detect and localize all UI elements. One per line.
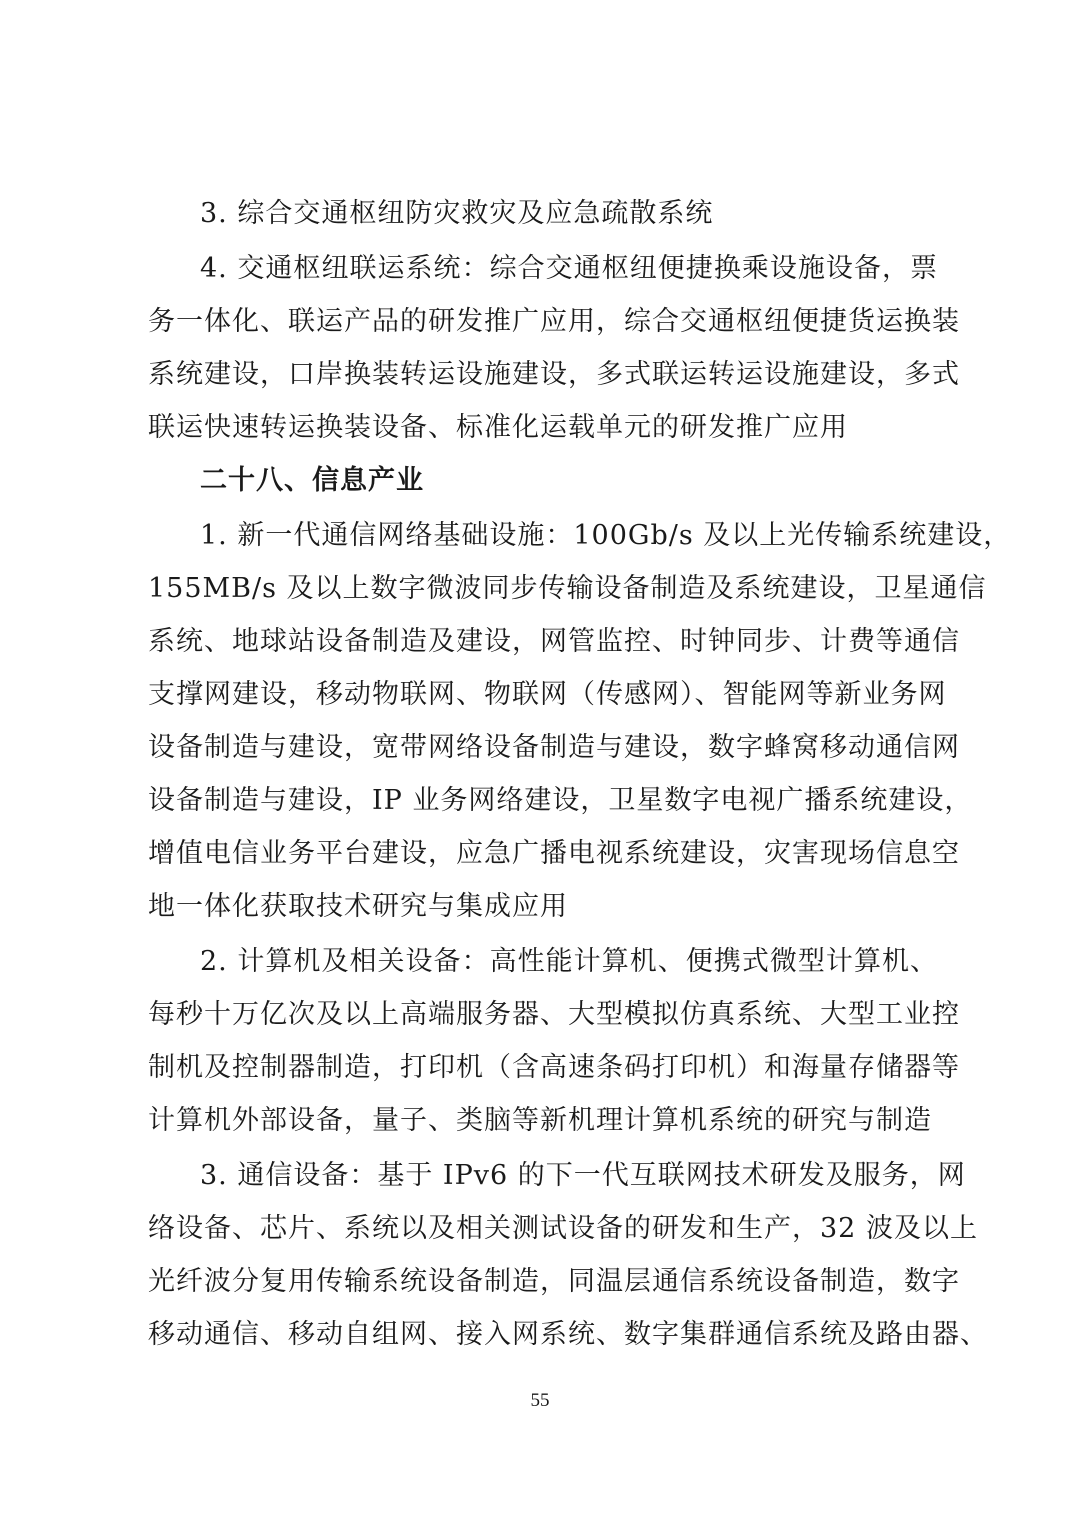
paragraph-28-1-line-6: 设备制造与建设，IP 业务网络建设，卫星数字电视广播系统建设， <box>148 785 973 816</box>
paragraph-28-3-line-2: 络设备、芯片、系统以及相关测试设备的研发和生产，32 波及以上 <box>148 1213 978 1244</box>
paragraph-28-1-line-7: 增值电信业务平台建设，应急广播电视系统建设，灾害现场信息空 <box>148 838 960 869</box>
paragraph-28-3-line-1: 3. 通信设备：基于 IPv6 的下一代互联网技术研发及服务，网 <box>200 1160 966 1191</box>
paragraph-28-3-line-3: 光纤波分复用传输系统设备制造，同温层通信系统设备制造，数字 <box>148 1266 960 1297</box>
paragraph-28-3-line-4: 移动通信、移动自组网、接入网系统、数字集群通信系统及路由器、 <box>148 1319 988 1350</box>
paragraph-27-4-line-4: 联运快速转运换装设备、标准化运载单元的研发推广应用 <box>148 412 848 443</box>
paragraph-28-1-line-2: 155MB/s 及以上数字微波同步传输设备制造及系统建设，卫星通信 <box>148 573 987 604</box>
page-number: 55 <box>530 1390 550 1411</box>
paragraph-28-2-line-4: 计算机外部设备，量子、类脑等新机理计算机系统的研究与制造 <box>148 1105 932 1136</box>
paragraph-27-4-line-1: 4. 交通枢纽联运系统：综合交通枢纽便捷换乘设施设备，票 <box>200 253 938 284</box>
paragraph-27-3-line-1: 3. 综合交通枢纽防灾救灾及应急疏散系统 <box>200 198 714 229</box>
paragraph-28-1-line-4: 支撑网建设，移动物联网、物联网（传感网）、智能网等新业务网 <box>148 679 947 710</box>
paragraph-27-4-line-2: 务一体化、联运产品的研发推广应用，综合交通枢纽便捷货运换装 <box>148 306 960 337</box>
paragraph-28-2-line-2: 每秒十万亿次及以上高端服务器、大型模拟仿真系统、大型工业控 <box>148 999 960 1030</box>
paragraph-28-1-line-1: 1. 新一代通信网络基础设施：100Gb/s 及以上光传输系统建设， <box>200 520 1012 551</box>
paragraph-28-1-line-5: 设备制造与建设，宽带网络设备制造与建设，数字蜂窝移动通信网 <box>148 732 960 763</box>
paragraph-28-1-line-3: 系统、地球站设备制造及建设，网管监控、时钟同步、计费等通信 <box>148 626 960 657</box>
section-heading-28: 二十八、信息产业 <box>200 465 424 496</box>
paragraph-28-1-line-8: 地一体化获取技术研究与集成应用 <box>148 891 568 922</box>
paragraph-28-2-line-1: 2. 计算机及相关设备：高性能计算机、便携式微型计算机、 <box>200 946 938 977</box>
paragraph-27-4-line-3: 系统建设，口岸换装转运设施建设，多式联运转运设施建设，多式 <box>148 359 960 390</box>
paragraph-28-2-line-3: 制机及控制器制造，打印机（含高速条码打印机）和海量存储器等 <box>148 1052 960 1083</box>
